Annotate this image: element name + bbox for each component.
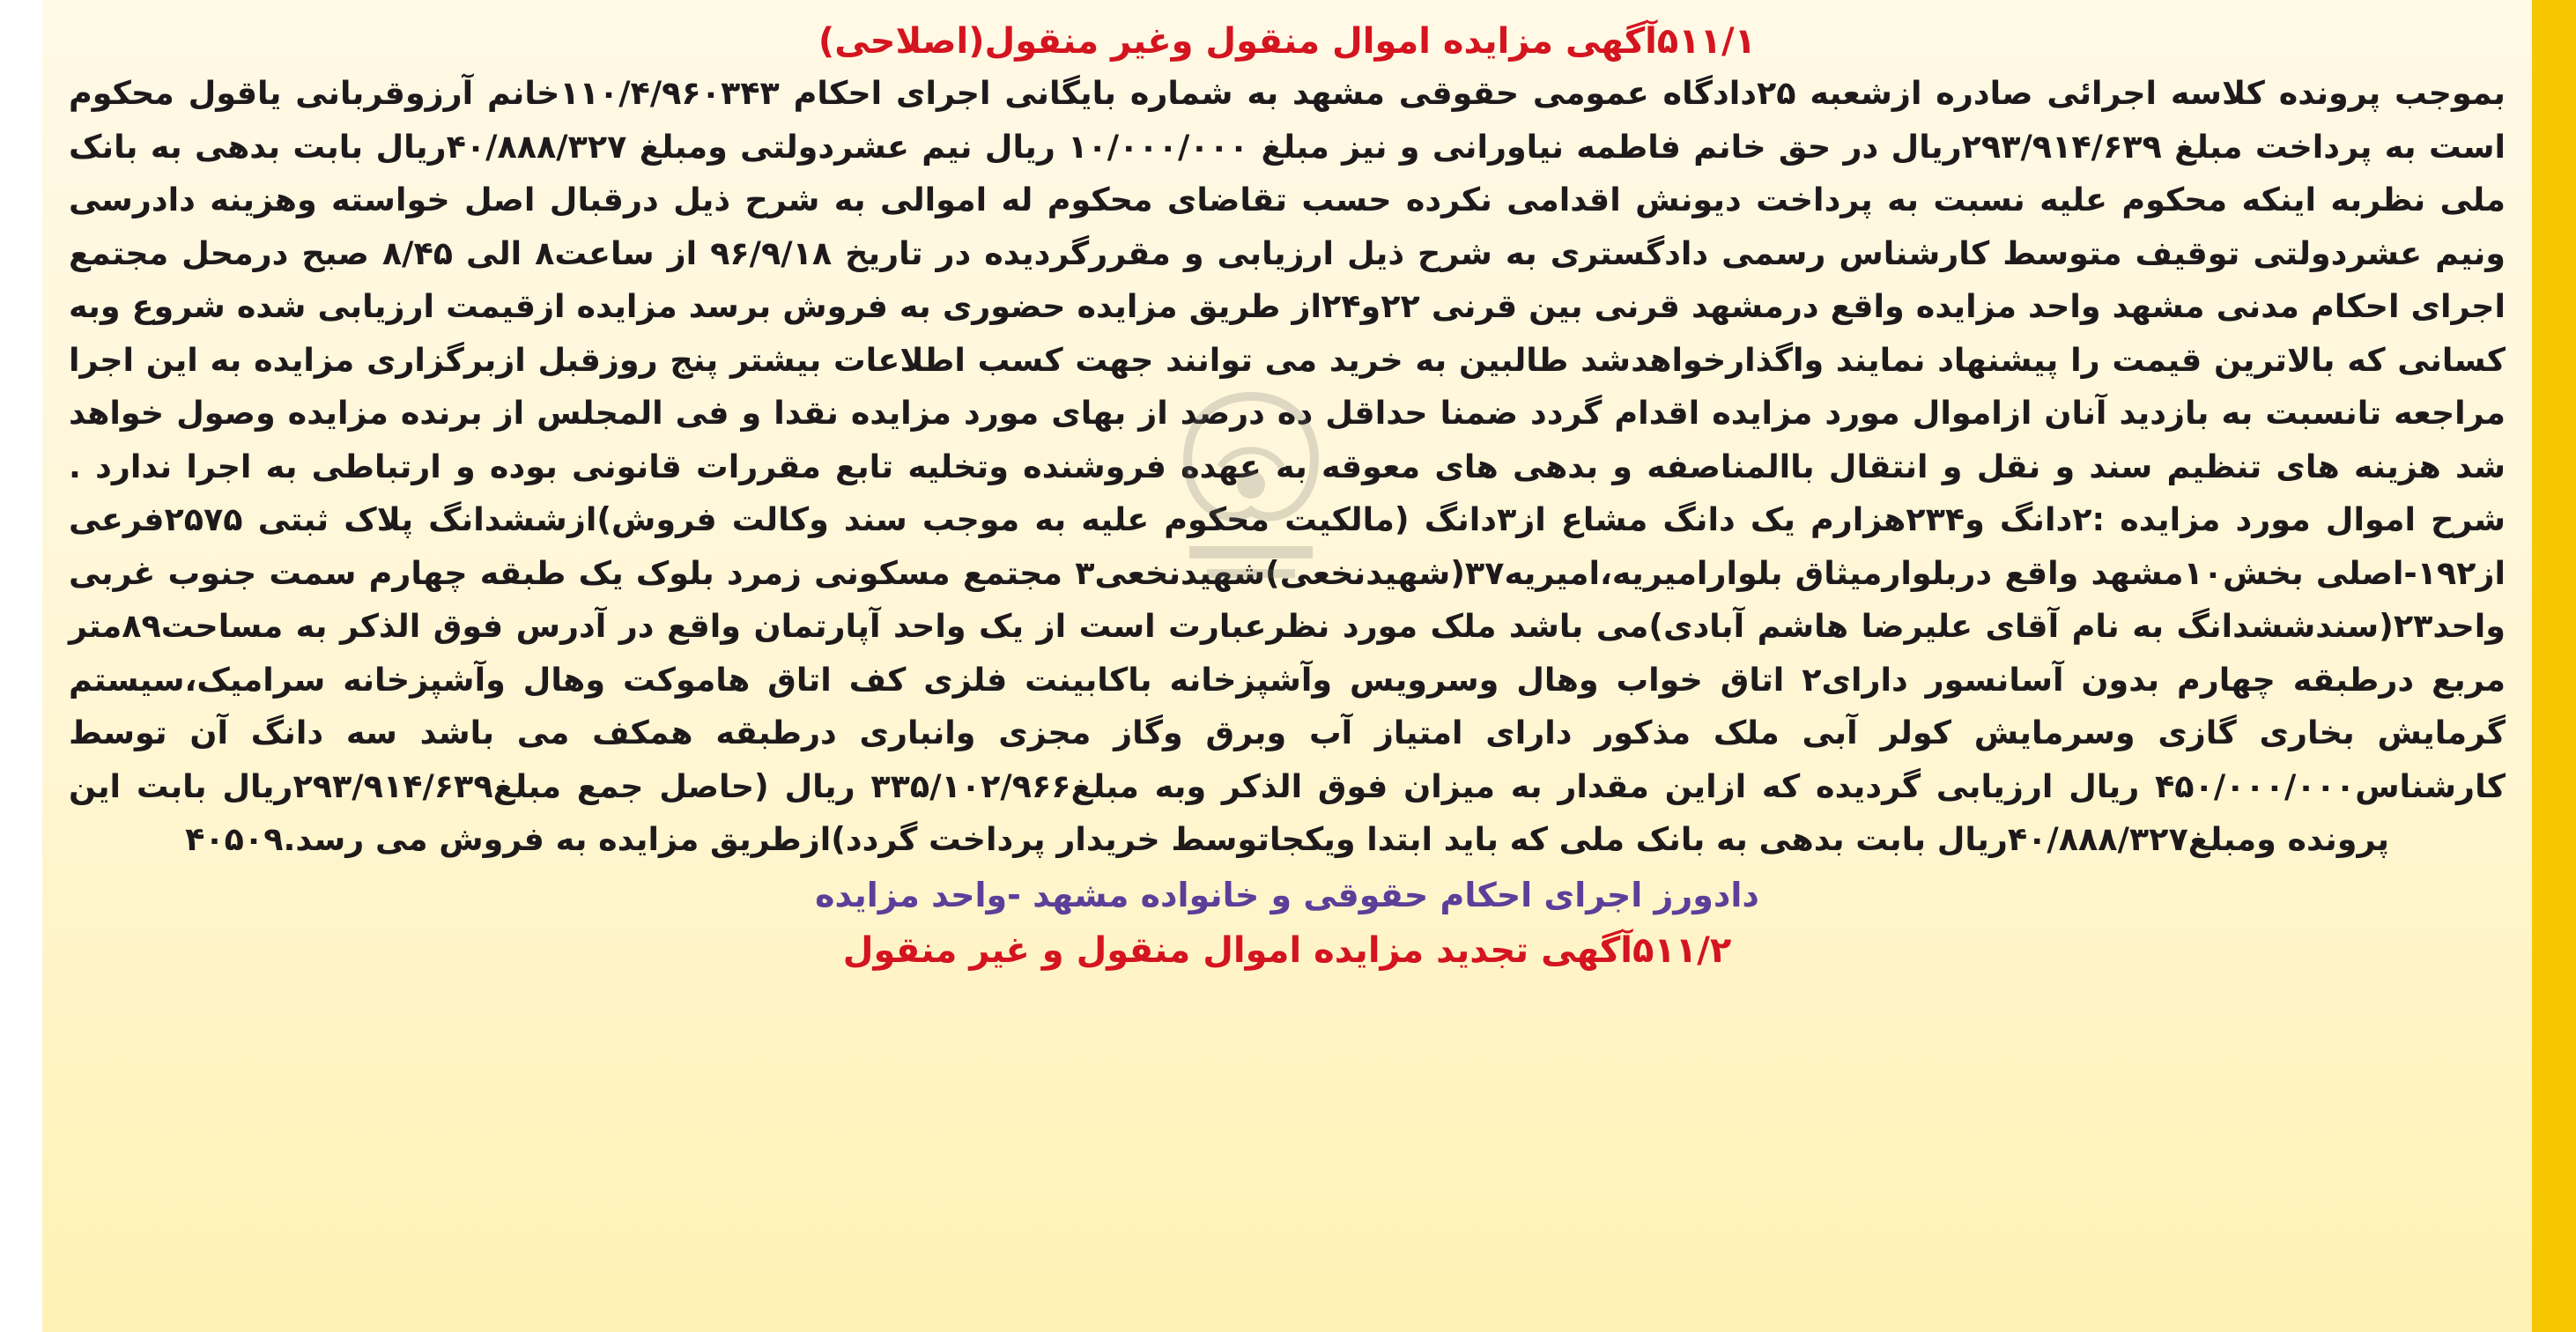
next-notice-title: ۵۱۱/۲آگهی تجدید مزایده اموال منقول و غیر منقول <box>842 929 1732 971</box>
auction-notice-panel <box>42 0 2532 1332</box>
right-color-strip <box>2532 0 2576 1332</box>
notice-body: بموجب پرونده کلاسه اجرائی صادره ازشعبه ۲۵دادگاه عمومی حقوقی مشهد به شماره بایگانی اجرای احکام ۱۱۰/۴/۹۶۰۳۴۳خانم آرزوقربانی یاقول محکوم است به پرداخت مبلغ ۲۹۳/۹۱۴/۶۳۹ریال در حق خانم فاطمه نیاورانی و نیز مبلغ ۱۰/۰۰۰/۰۰۰ ریال نیم عشردولتی ومبلغ ۴۰/۸۸۸/۳۲۷ریال بابت بدهی به بانک ملی نظربه اینکه محکوم علیه نسبت به پرداخت دیونش اقدامی نکرده حسب تقاضای محکوم له اموالی به شرح ذیل درقبال اصل خواسته وهزینه دادرسی ونیم عشردولتی توقیف متوسط کارشناس رسمی دادگستری به شرح ذیل ارزیابی و مقررگردیده در تاریخ ۹۶/۹/۱۸ از ساعت۸ الی ۸/۴۵ صبح درمحل مجتمع اجرای احکام مدنی مشهد واحد مزایده واقع درمشهد قرنی بین قرنی ۲۲و۲۴از طریق مزایده حضوری به فروش برسد مزایده ازقیمت ارزیابی شده شروع وبه کسانی که بالاترین قیمت را پیشنهاد نمایند واگذارخواهدشد طالبین به خرید می توانند جهت کسب اطلاعات بیشتر پنج روزقبل ازبرگزاری مزایده به این اجرا مراجعه تانسبت به بازدید آنان ازاموال مورد مزایده اقدام گردد ضمنا حداقل ده درصد از بهای مورد مزایده نقدا و فی المجلس از برنده مزایده وصول خواهد شد هزینه های تنظیم سند و نقل و انتقال باالمناصفه و بدهی های معوقه به عهده فروشنده وتخلیه تابع مقررات قانونی بوده و ارتباطی به اجرا ندارد . شرح اموال مورد مزایده :۲دانگ و۲۳۴هزارم یک دانگ مشاع از۳دانگ (مالکیت محکوم علیه به موجب سند وکالت فروش)ازششدانگ پلاک ثبتی ۲۵۷۵فرعی از۱۹۲-اصلی بخش۱۰مشهد واقع دربلوارمیثاق بلوارامیریه،امیریه۳۷(شهیدنخعی)شهیدنخعی۳ مجتمع مسکونی زمرد بلوک یک طبقه چهارم سمت جنوب غربی واحد۲۳(سندششدانگ به نام آقای علیرضا هاشم آبادی)می باشد ملک مورد نظرعبارت است از یک واحد آپارتمان واقع در آدرس فوق الذکر به مساحت۸۹متر مربع درطبقه چهارم بدون آسانسور دارای۲ اتاق خواب وهال وسرویس وآشپزخانه باکابینت فلزی کف اتاق هاموکت وهال وآشپزخانه سرامیک،سیستم گرمایش بخاری گازی وسرمایش کولر آبی ملک مذکور دارای امتیاز آب وبرق وگاز مجزی وانباری درطبقه همکف می باشد سه دانگ آن توسط کارشناس۴۵۰/۰۰۰/۰۰۰ ریال ارزیابی گردیده که ازاین مقدار به میزان فوق الذکر وبه مبلغ۳۳۵/۱۰۲/۹۶۶ ریال (حاصل جمع مبلغ۲۹۳/۹۱۴/۶۳۹ریال بابت این پرونده ومبلغ۴۰/۸۸۸/۳۲۷ریال بابت بدهی به بانک ملی که باید ابتدا ویکجاتوسط خریدار پرداخت گردد)ازطریق مزایده به فروش می رسد.۴۰۵۰۹ <box>69 74 2506 858</box>
left-margin <box>0 0 42 1332</box>
notice-signature: دادورز اجرای احکام حقوقی و خانواده مشهد -واحد مزایده <box>815 875 1759 914</box>
notice-title: ۵۱۱/۱آگهی مزایده اموال منقول وغیر منقول(اصلاحی) <box>818 21 1757 62</box>
